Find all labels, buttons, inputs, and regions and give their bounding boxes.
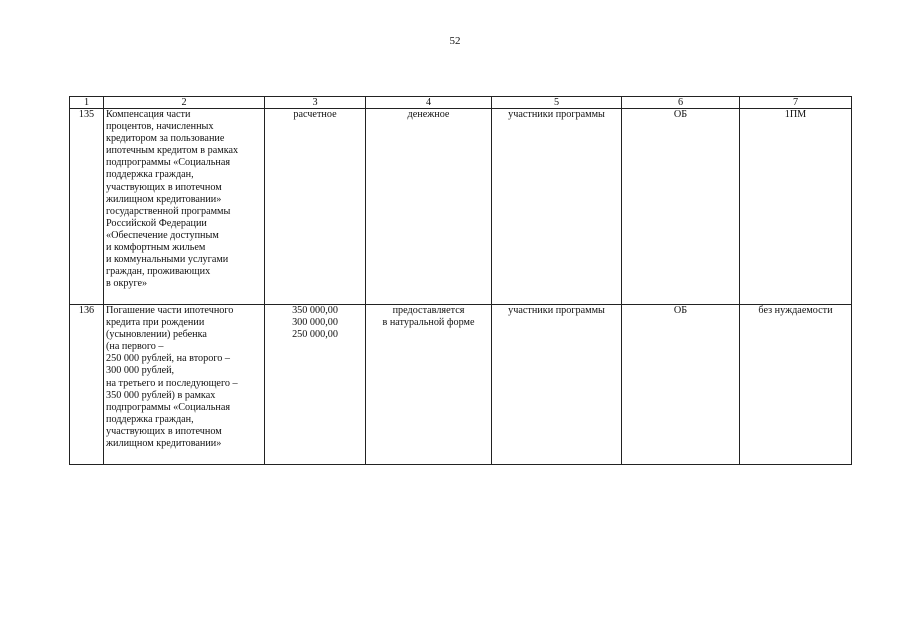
cell-text-line: подпрограммы «Социальная [106, 157, 231, 169]
cell-text-line: 350 000 рублей) в рамках [106, 389, 216, 401]
cell-text-line: без нуждаемости [758, 305, 833, 316]
cell-text-line: жилищном кредитовании» [106, 438, 222, 450]
cell-text-line: «Обеспечение доступным [106, 229, 219, 241]
column-header: 2 [104, 97, 265, 109]
document-table [69, 96, 852, 465]
cell-text-line: поддержка граждан, [106, 413, 194, 425]
cell-text-line: и комфортным жильем [106, 242, 206, 254]
cell-text-line: участвующих в ипотечном [106, 181, 222, 193]
cell-text-line: 300 000,00 [292, 317, 338, 329]
calculation-method-cell [265, 109, 366, 305]
cell-text-line: участники программы [508, 305, 605, 316]
cell-text-line: поддержка граждан, [106, 169, 194, 181]
cell-text-line: Российской Федерации [106, 217, 207, 229]
budget-source-cell [622, 305, 740, 465]
cell-text-line: и коммунальными услугами [106, 254, 229, 266]
cell-text-line: кредита при рождении [106, 317, 205, 329]
column-header: 6 [622, 97, 740, 109]
row-number-cell: 136 [70, 305, 104, 465]
criteria-cell [740, 305, 852, 465]
row-number-cell: 135 [70, 109, 104, 305]
cell-text-line: 1ПМ [784, 109, 807, 120]
recipients-cell [492, 305, 622, 465]
cell-text-line: 250 000,00 [292, 329, 338, 341]
cell-text-line: в округе» [106, 278, 148, 290]
page-number: 52 [449, 35, 461, 47]
calculation-method-cell [265, 305, 366, 465]
cell-text-line: предоставляется [392, 305, 465, 316]
column-header: 3 [265, 97, 366, 109]
cell-text-line: кредитором за пользование [106, 133, 225, 145]
cell-text-line: Погашение части ипотечного [106, 305, 234, 316]
cell-text-line: (усыновлении) ребенка [106, 329, 207, 341]
cell-text-line: ОБ [673, 305, 688, 316]
cell-text-line: участвующих в ипотечном [106, 425, 222, 437]
cell-text-line: Компенсация части [106, 109, 191, 120]
column-header: 7 [740, 97, 852, 109]
column-header: 1 [70, 97, 104, 109]
support-form-cell [366, 305, 492, 465]
table-row [70, 305, 852, 465]
cell-text-line: в натуральной форме [382, 317, 475, 329]
cell-text-line: государственной программы [106, 205, 231, 217]
cell-text-line: граждан, проживающих [106, 266, 211, 278]
cell-text-line: ОБ [673, 109, 688, 120]
cell-text-line: 300 000 рублей, [106, 365, 175, 377]
cell-text-line: расчетное [293, 109, 337, 120]
recipients-cell [492, 109, 622, 305]
cell-text-line: денежное [407, 109, 450, 120]
cell-text-line: ипотечным кредитом в рамках [106, 145, 239, 157]
cell-text-line: подпрограммы «Социальная [106, 401, 231, 413]
cell-text-line: участники программы [508, 109, 605, 120]
budget-source-cell [622, 109, 740, 305]
column-header: 5 [492, 97, 622, 109]
criteria-cell [740, 109, 852, 305]
measure-name-cell [104, 305, 265, 465]
cell-text-line: на третьего и последующего – [106, 377, 238, 389]
cell-text-line: 350 000,00 [292, 305, 338, 316]
cell-text-line: жилищном кредитовании» [106, 193, 222, 205]
table-row [70, 109, 852, 305]
cell-text-line: процентов, начисленных [106, 121, 214, 133]
column-header: 4 [366, 97, 492, 109]
measure-name-cell [104, 109, 265, 305]
cell-text-line: 250 000 рублей, на второго – [106, 353, 230, 365]
support-form-cell [366, 109, 492, 305]
table-header-row [70, 97, 852, 109]
cell-text-line: (на первого – [106, 341, 164, 353]
